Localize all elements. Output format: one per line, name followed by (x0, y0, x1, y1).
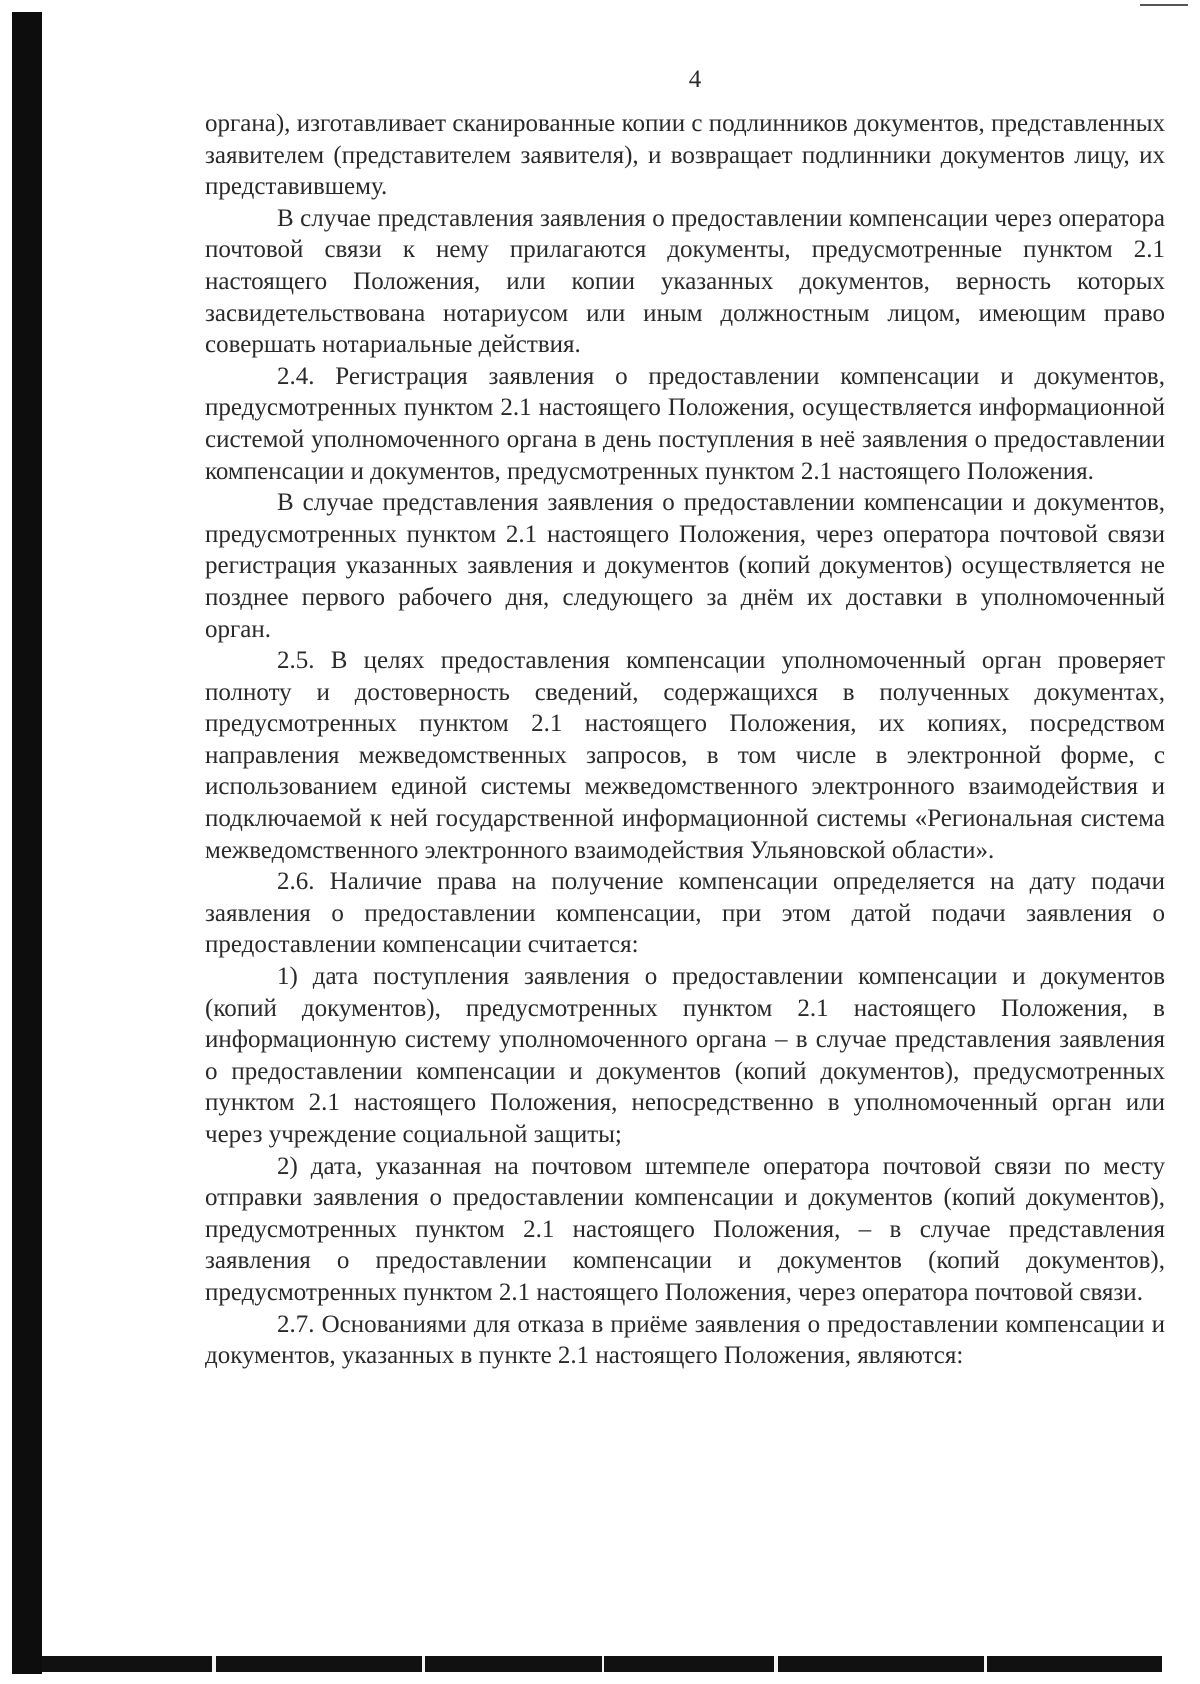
paragraph-2-6: 2.6. Наличие права на получение компенсации определяется на дату подачи заявления о предоставлении компенсации, при этом датой подачи заявления о предоставлении компенсации считается: (205, 868, 1165, 959)
scan-mark-top-right (1140, 4, 1188, 6)
list-item-1: 1) дата поступления заявления о предоставлении компенсации и документов (копий документов), предусмотренных пунктом 2.1 настоящего Положения, в информационную систему уполномоченного органа – в случае представления заявления о предоставлении компенсации и документов (копий документов), предусмотренных пунктом 2.1 настоящего Положения, непосредственно в уполномоченный орган или через учреждение социальной защиты; (205, 963, 1165, 1148)
paragraph-2-5: 2.5. В целях предоставления компенсации уполномоченный орган проверяет полноту и достоверность сведений, содержащихся в полученных документах, предусмотренных пунктом 2.1 настоящего Положения, их копиях, посредством направления межведомственных запросов, в том числе в электронной форме, с использованием единой системы межведомственного электронного взаимодействия и подключаемой к ней государственной информационной системы «Региональная система межведомственного электронного взаимодействия Ульяновской области». (205, 647, 1165, 864)
page-number: 4 (688, 66, 702, 93)
list-item-2: 2) дата, указанная на почтовом штемпеле оператора почтовой связи по месту отправки заявления о предоставлении компенсации и документов (копий документов), предусмотренных пунктом 2.1 настоящего Положения, – в случае представления заявления о предоставлении компенсации и документов (копий документов), предусмотренных пунктом 2.1 настоящего Положения, через оператора почтовой связи. (205, 1152, 1165, 1306)
scan-border-left (12, 12, 42, 1674)
paragraph: органа), изготавливает сканированные копии с подлинников документов, представленных заявителем (представителем заявителя), и возвращает подлинники документов лицу, их представившему. (205, 110, 1165, 201)
document-page (205, 60, 1165, 1372)
paragraph: В случае представления заявления о предоставлении компенсации и документов, предусмотренных пунктом 2.1 настоящего Положения, через оператора почтовой связи регистрация указанных заявления и документов (копий документов) осуществляется не позднее первого рабочего дня, следующего за днём их доставки в уполномоченный орган. (205, 489, 1165, 643)
paragraph-2-4: 2.4. Регистрация заявления о предоставлении компенсации и документов, предусмотренных пунктом 2.1 настоящего Положения, осуществляется информационной системой уполномоченного органа в день поступления в неё заявления о предоставлении компенсации и документов, предусмотренных пунктом 2.1 настоящего Положения. (205, 362, 1165, 485)
scan-border-bottom (42, 1656, 1162, 1672)
document-body (205, 108, 1165, 1372)
paragraph-2-7: 2.7. Основаниями для отказа в приёме заявления о предоставлении компенсации и документов, указанных в пункте 2.1 настоящего Положения, являются: (205, 1310, 1165, 1370)
paragraph: В случае представления заявления о предоставлении компенсации через оператора почтовой связи к нему прилагаются документы, предусмотренные пунктом 2.1 настоящего Положения, или копии указанных документов, верность которых засвидетельствована нотариусом или иным должностным лицом, имеющим право совершать нотариальные действия. (205, 204, 1165, 359)
